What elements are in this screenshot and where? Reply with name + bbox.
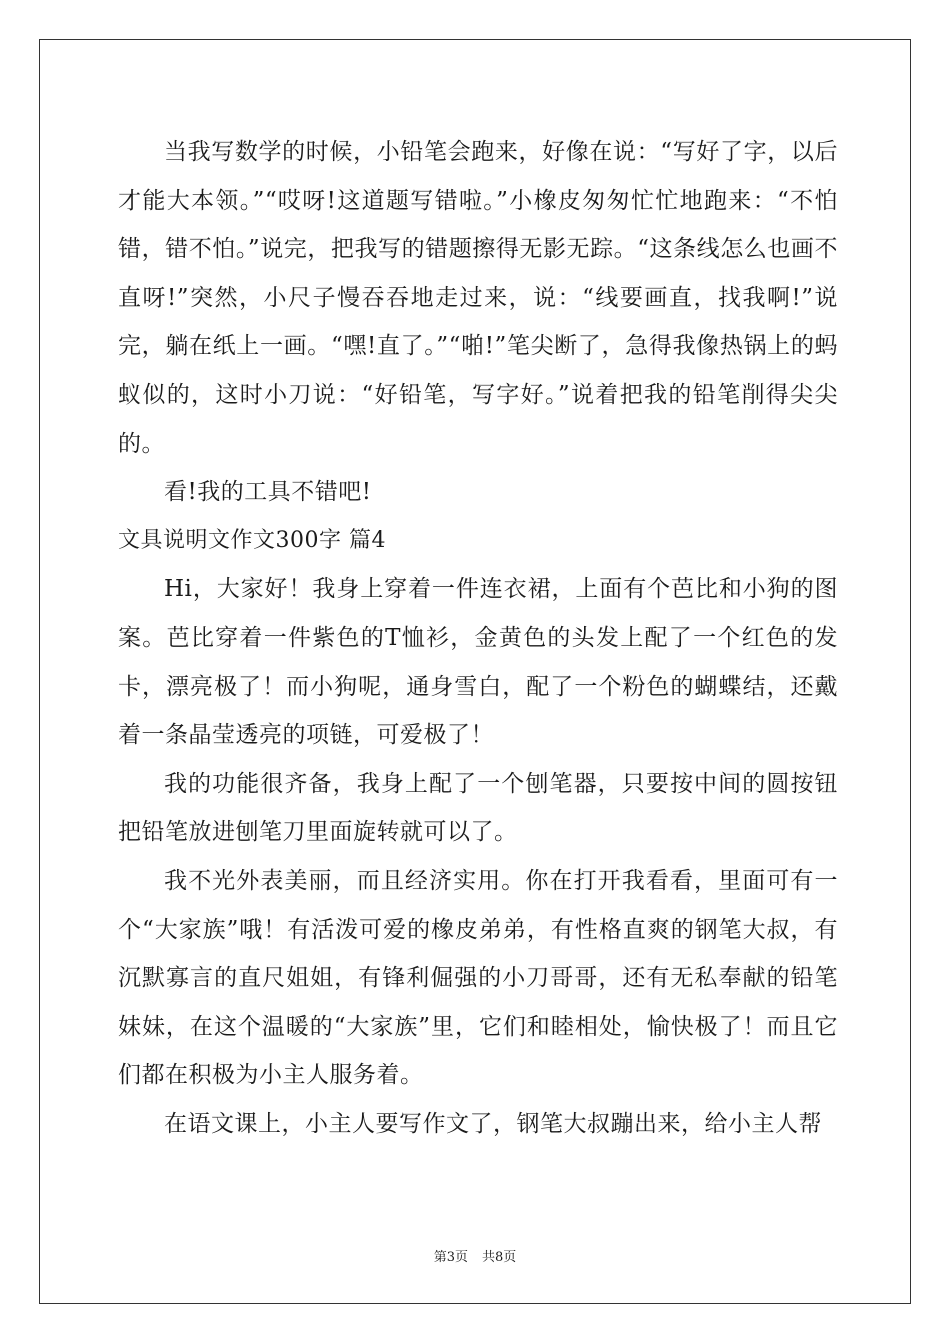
paragraph-appearance: Hi，大家好！我身上穿着一件连衣裙，上面有个芭比和小狗的图案。芭比穿着一件紫色的T恤衫，金黄色的头发上配了一个红色的发卡，漂亮极了！而小狗呢，通身雪白，配了一个粉色的蝴蝶结，还戴着一条晶莹透亮的项链，可爱极了！ (118, 576, 838, 749)
page-number: 第3页 (433, 1250, 468, 1265)
paragraph-family: 我不光外表美丽，而且经济实用。你在打开我看看，里面可有一个“大家族”哦！有活泼可爱的橡皮弟弟，有性格直爽的钢笔大叔，有沉默寡言的直尺姐姐，有锋利倔强的小刀哥哥，还有无私奉献的铅笔妹妹，在这个温暖的“大家族”里，它们和睦相处，愉快极了！而且它们都在积极为小主人服务着。 (118, 867, 838, 1089)
page-total: 共8页 (482, 1250, 517, 1265)
paragraph-chinese-class: 在语文课上，小主人要写作文了，钢笔大叔蹦出来，给小主人帮 (164, 1110, 822, 1137)
document-body (118, 128, 838, 1148)
paragraph-tools-conclusion: 看!我的工具不错吧! (164, 479, 372, 506)
page-footer (0, 1246, 950, 1265)
paragraph-stationery-story: 当我写数学的时候，小铅笔会跑来，好像在说：“写好了字，以后才能大本领。”“哎呀!这道题写错啦。”小橡皮匆匆忙忙地跑来：“不怕错，错不怕。”说完，把我写的错题擦得无影无踪。“这条线怎么也画不直呀!”突然，小尺子慢吞吞地走过来，说：“线要画直，找我啊!”说完，躺在纸上一画。“嘿!直了。”“啪!”笔尖断了，急得我像热锅上的蚂蚁似的，这时小刀说：“好铅笔，写字好。”说着把我的铅笔削得尖尖的。 (118, 139, 838, 457)
paragraph-function: 我的功能很齐备，我身上配了一个刨笔器，只要按中间的圆按钮把铅笔放进刨笔刀里面旋转就可以了。 (118, 770, 838, 846)
section-heading: 文具说明文作文300字 篇4 (118, 527, 386, 553)
